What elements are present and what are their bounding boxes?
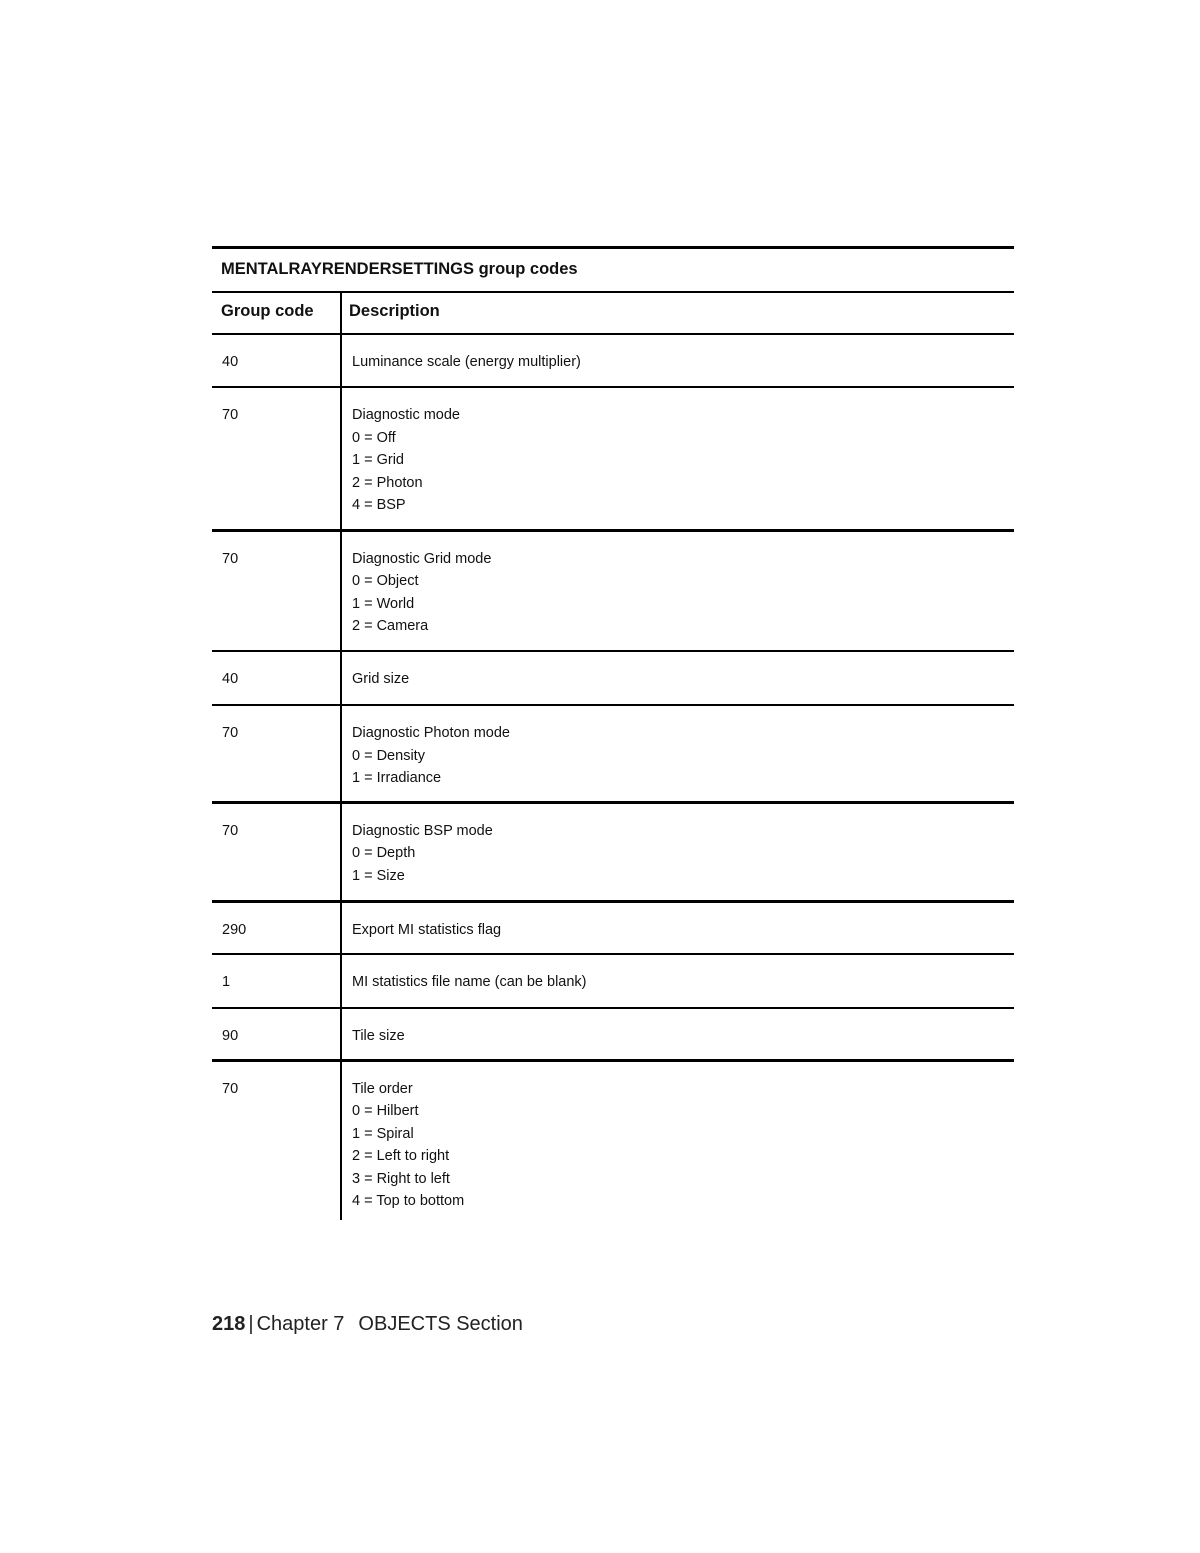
description-cell (341, 1060, 1014, 1220)
description-cell (341, 802, 1014, 901)
description-option: 3 = Right to left (352, 1170, 450, 1187)
description-cell (341, 705, 1014, 802)
description-option: 1 = Irradiance (352, 770, 442, 786)
description-text: Tile size (352, 1028, 405, 1044)
description-cell (341, 1008, 1014, 1060)
description-cell (341, 901, 1014, 954)
description-text: Luminance scale (energy multiplier) (352, 354, 581, 370)
description-option: 0 = Hilbert (352, 1103, 419, 1119)
group-code-cell: 70 (212, 530, 341, 651)
group-code-cell: 90 (212, 1008, 341, 1060)
table-row (212, 651, 1014, 705)
description-cell (341, 651, 1014, 705)
description-option: 0 = Depth (352, 845, 416, 861)
description-cell (341, 334, 1014, 387)
table-row (212, 901, 1014, 954)
group-code-cell: 70 (212, 802, 341, 901)
description-option: 0 = Density (352, 747, 425, 764)
group-code-cell: 40 (212, 334, 341, 387)
table-caption: MENTALRAYRENDERSETTINGS group codes (212, 248, 1014, 293)
description-option: 2 = Camera (352, 618, 429, 634)
chapter-label: Chapter 7 (256, 1313, 345, 1335)
description-cell (341, 954, 1014, 1008)
table-row (212, 334, 1014, 387)
column-header-group-code: Group code (212, 292, 341, 334)
page-footer (212, 1313, 523, 1336)
column-header-description: Description (341, 292, 1014, 334)
description-cell (341, 387, 1014, 530)
table-row (212, 705, 1014, 802)
group-codes-table (212, 246, 1014, 1220)
group-code-cell: 290 (212, 901, 341, 954)
description-text: MI statistics file name (can be blank) (352, 974, 587, 990)
description-text: Diagnostic BSP mode (352, 822, 493, 839)
description-text: Tile order (352, 1080, 413, 1097)
group-code-cell: 70 (212, 1060, 341, 1220)
description-cell (341, 530, 1014, 651)
description-option: 0 = Object (352, 573, 419, 589)
group-code-cell: 70 (212, 705, 341, 802)
description-text: Grid size (352, 671, 410, 687)
section-title: OBJECTS Section (358, 1313, 523, 1335)
table-header-row (212, 292, 1014, 334)
description-text: Export MI statistics flag (352, 921, 502, 938)
description-option: 1 = World (352, 595, 415, 612)
description-option: 2 = Photon (352, 474, 423, 491)
group-code-cell: 70 (212, 387, 341, 530)
table-row (212, 1008, 1014, 1060)
table-row (212, 1060, 1014, 1220)
table-row (212, 954, 1014, 1008)
table-caption-row (212, 248, 1014, 293)
footer-separator: | (248, 1313, 254, 1335)
description-option: 0 = Off (352, 429, 396, 446)
table-row (212, 530, 1014, 651)
description-text: Diagnostic mode (352, 407, 460, 423)
description-text: Diagnostic Grid mode (352, 550, 492, 567)
description-option: 1 = Grid (352, 452, 404, 468)
description-option: 4 = BSP (352, 497, 406, 513)
group-code-cell: 1 (212, 954, 341, 1008)
group-code-cell: 40 (212, 651, 341, 705)
description-option: 1 = Size (352, 867, 405, 884)
description-option: 2 = Left to right (352, 1148, 450, 1164)
table-row (212, 387, 1014, 530)
description-option: 4 = Top to bottom (352, 1193, 465, 1209)
description-option: 1 = Spiral (352, 1125, 414, 1142)
table-row (212, 802, 1014, 901)
page-number: 218 (212, 1313, 246, 1335)
description-text: Diagnostic Photon mode (352, 725, 510, 741)
table-body (212, 334, 1014, 1220)
